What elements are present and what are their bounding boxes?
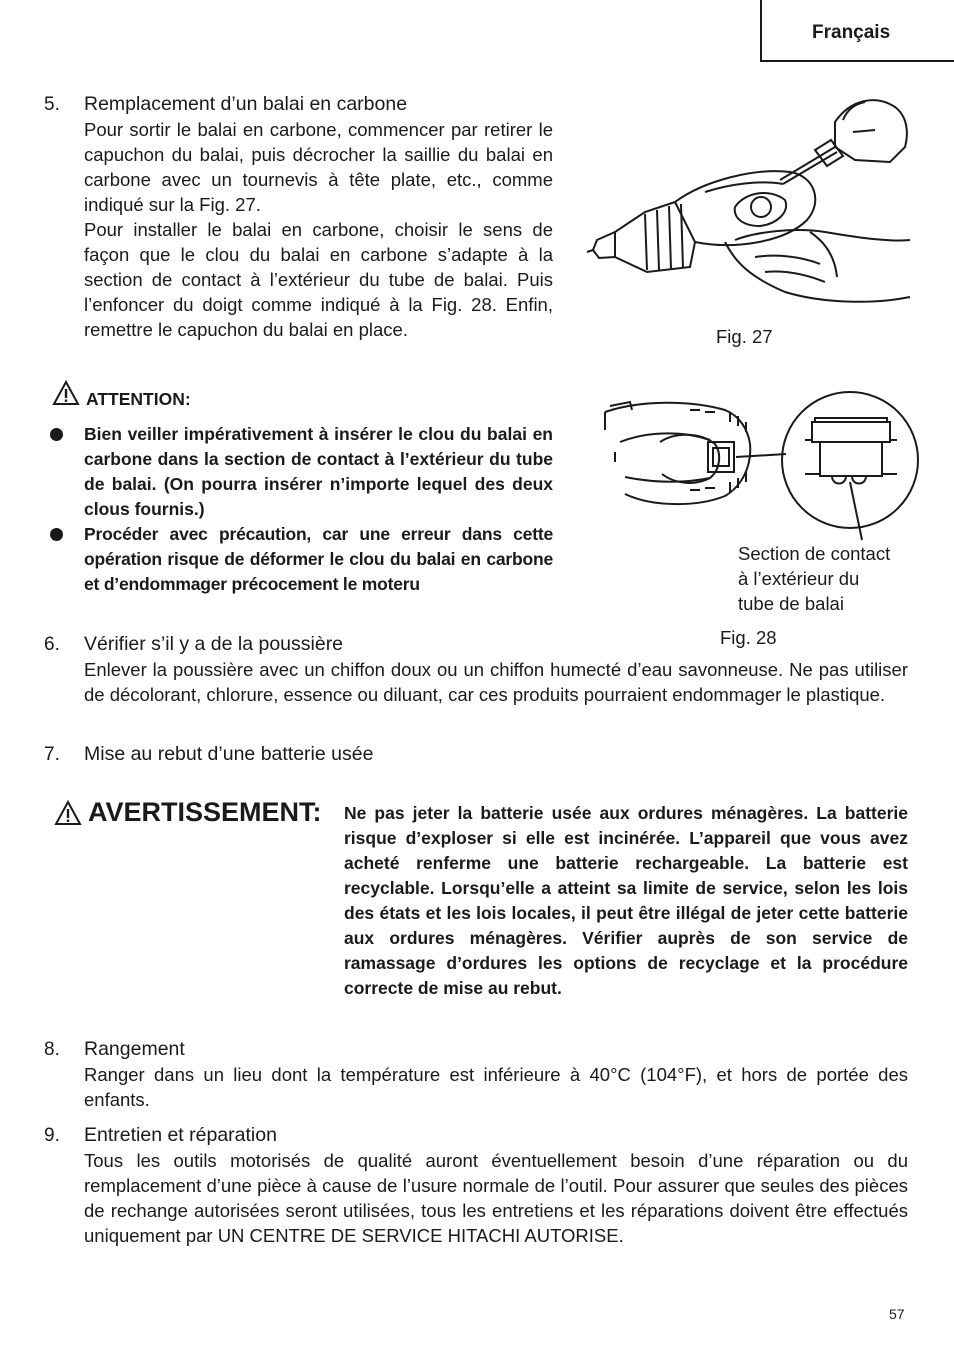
section-6-body: Enlever la poussière avec un chiffon doux ou un chiffon humecté d’eau savonneuse. Ne pas utiliser de décolorant, chlorure, essence ou diluant, car ces produits pourraient endommager le plastique. xyxy=(84,659,908,705)
attention-bullet-1: Bien veiller impérativement à insérer le clou du balai en carbone dans la section de contact à l’extérieur du tube de balai. (On pourra insérer n’importe lequel des deux clous fournis.) xyxy=(84,424,553,519)
fig-28-callout-line-2: à l’extérieur du xyxy=(738,568,860,589)
section-5-para-2: Pour installer le balai en carbone, choisir le sens de façon que le clou du balai en carbone s’adapte à la section de contact à l’extérieur du tube de balai. Puis l’enfoncer du doigt comme indiqué à la Fig. 28. Enfin, remettre le capuchon du balai en place. xyxy=(84,219,553,340)
warning-label: AVERTISSEMENT: xyxy=(88,797,322,827)
section-8-number: 8. xyxy=(44,1039,60,1060)
warning-triangle-icon xyxy=(54,800,82,826)
fig-28-caption: Fig. 28 xyxy=(720,627,777,648)
section-5-title: Remplacement d’un balai en carbone xyxy=(84,93,408,115)
section-6-title: Vérifier s’il y a de la poussière xyxy=(84,633,344,655)
language-tab xyxy=(760,0,954,62)
fig-28-illustration xyxy=(600,382,920,542)
section-7-number: 7. xyxy=(44,744,60,765)
bullet-2-marker xyxy=(50,528,63,541)
fig-27-caption: Fig. 27 xyxy=(716,326,773,347)
fig-28-callout-line-3: tube de balai xyxy=(738,593,844,614)
section-5-number: 5. xyxy=(44,94,60,115)
page-number: 57 xyxy=(889,1306,905,1322)
attention-bullet-2: Procéder avec précaution, car une erreur dans cette opération risque de déformer le clou du balai en carbone et d’endommager précocement le moteru xyxy=(84,524,553,594)
section-7-title: Mise au rebut d’une batterie usée xyxy=(84,743,374,765)
language-label: Français xyxy=(812,22,891,43)
fig-28-callout-line-1: Section de contact xyxy=(738,543,891,564)
section-5-para-1: Pour sortir le balai en carbone, commencer par retirer le capuchon du balai, puis décrocher la saillie du balai en carbone avec un tournevis à tête plate, etc., comme indiqué sur la Fig. 27. xyxy=(84,119,553,215)
section-8-title: Rangement xyxy=(84,1038,185,1060)
fig-27-illustration xyxy=(585,92,915,322)
section-8-body: Ranger dans un lieu dont la température est inférieure à 40°C (104°F), et hors de portée des enfants. xyxy=(84,1064,908,1110)
warning-body: Ne pas jeter la batterie usée aux ordures ménagères. La batterie risque d’exploser si elle est incinérée. L’appareil que vous avez acheté renferme une batterie rechargeable. La batterie est recyclable. Lorsqu’elle a atteint sa limite de service, selon les lois des états et les lois locales, il peut être illégal de jeter cette batterie aux ordures ménagères. Vérifier auprès de son service de ramassage d’ordures les options de recyclage et la procédure correcte de mise au rebut. xyxy=(344,803,908,998)
section-9-body: Tous les outils motorisés de qualité auront éventuellement besoin d’une réparation ou du remplacement d’une pièce à cause de l’usure normale de l’outil. Pour assurer que seules des pièces de rechange autorisées seront utilisées, tous les entretiens et les réparations doivent être effectués uniquement par UN CENTRE DE SERVICE HITACHI AUTORISE. xyxy=(84,1150,908,1246)
section-9-title: Entretien et réparation xyxy=(84,1124,277,1146)
caution-triangle-icon xyxy=(52,380,80,406)
section-6-number: 6. xyxy=(44,634,60,655)
attention-label: ATTENTION: xyxy=(86,389,191,409)
bullet-1-marker xyxy=(50,428,63,441)
section-9-number: 9. xyxy=(44,1125,60,1146)
